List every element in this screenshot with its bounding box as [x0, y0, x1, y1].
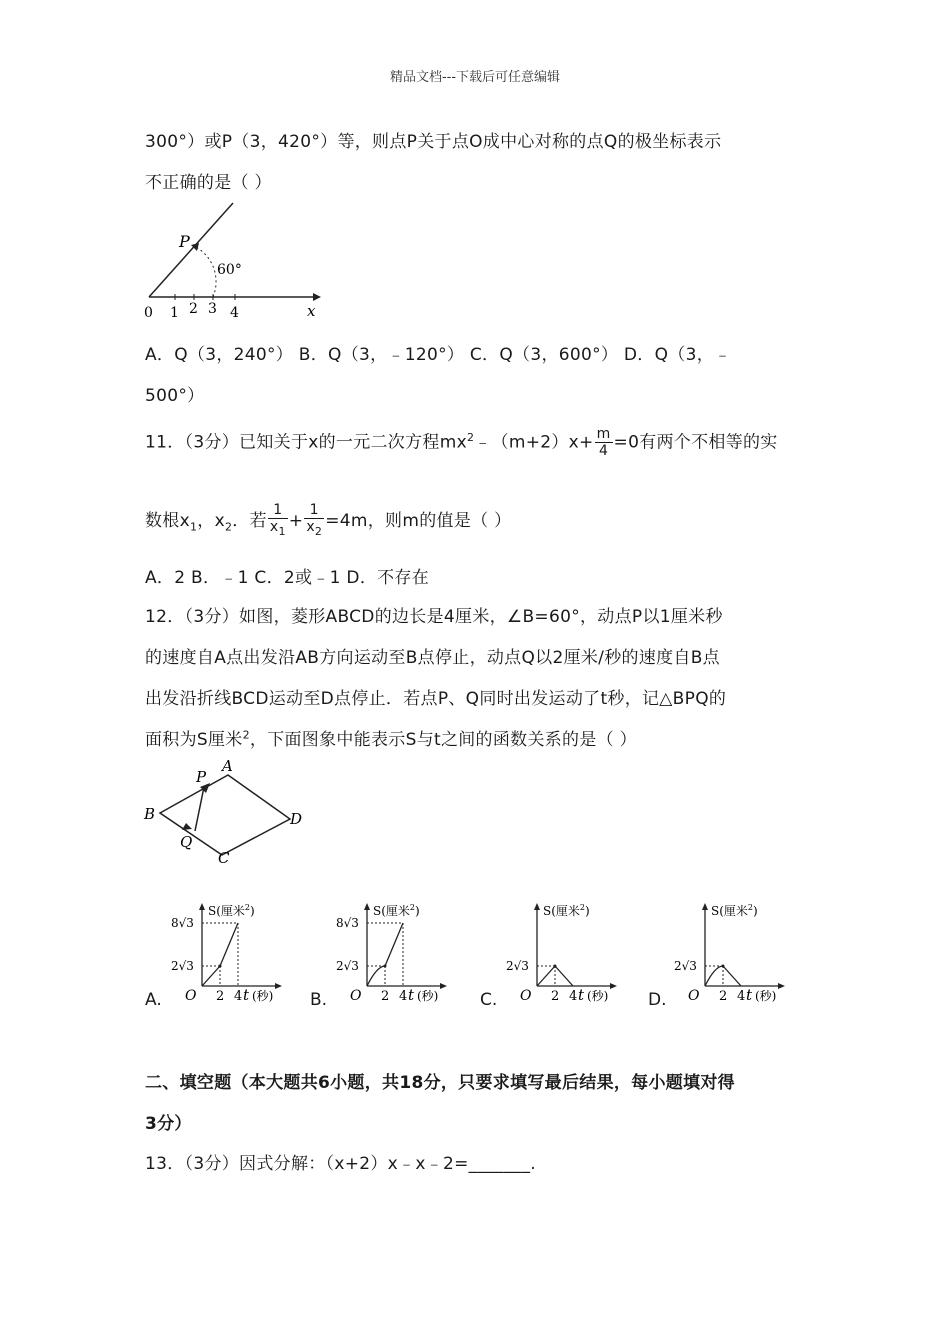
q12-text-line4: 面积为S厘米$^2$，下面图象中能表示S与t之间的函数关系的是（ ）: [145, 728, 637, 750]
tick-3: 3: [208, 301, 217, 317]
x-axis-arrow: [440, 983, 447, 989]
tick-1: 1: [170, 305, 179, 321]
tick-2: 2: [189, 301, 198, 317]
t-label: t: [746, 986, 753, 1004]
origin-label: O: [350, 988, 362, 1004]
x-tick-2: 2: [551, 989, 560, 1004]
section2-title-line1: 二、填空题（本大题共6小题，共18分，只要求填写最后结果，每小题填对得: [145, 1073, 735, 1093]
label-q: Q: [180, 833, 193, 851]
curve-part1: [705, 966, 723, 986]
q10-options-line1: A．Q（3，240°） B．Q（3，﹣120°） C．Q（3，600°） D．Q（3，﹣: [145, 345, 732, 365]
y-axis-arrow: [702, 903, 708, 910]
y-tick-low: 2√3: [171, 959, 194, 973]
segment-pq: [195, 787, 204, 831]
curve-part1: [202, 966, 220, 986]
q11-text-line1: 11．（3分）已知关于x的一元二次方程$mx^2﹣(m+2)x+$ $\frac{m}{4}$ =0有两个不相等的实: [145, 426, 778, 459]
x-axis-label: x: [307, 302, 316, 320]
graph-option-label-d: D.: [648, 990, 667, 1010]
graph-option-label-a: A.: [145, 990, 162, 1010]
y-tick-low: 2√3: [674, 959, 697, 973]
t-label: t: [243, 986, 250, 1004]
origin-label: O: [185, 988, 197, 1004]
ray-op: [149, 203, 233, 297]
x-axis-arrow: [313, 293, 321, 301]
t-label: t: [578, 986, 585, 1004]
x-tick-4: 4: [569, 989, 578, 1004]
label-d: D: [290, 810, 303, 828]
q12-text-line3: 出发沿折线BCD运动至D点停止．若点P、Q同时出发运动了t秒，记△BPQ的: [145, 689, 727, 709]
q13-text: 13．（3分）因式分解：（x+2）x﹣x﹣2=_______.: [145, 1154, 536, 1174]
angle-arc: [196, 247, 216, 297]
graph-option-d: [670, 898, 805, 1013]
y-tick-high: 8√3: [171, 916, 194, 930]
y-tick-high: 8√3: [336, 916, 359, 930]
sec-label: (秒): [252, 989, 274, 1003]
t-label: t: [408, 986, 415, 1004]
peak-dot: [722, 965, 725, 968]
y-tick-low: 2√3: [336, 959, 359, 973]
q12-text-line1: 12．（3分）如图，菱形ABCD的边长是4厘米，∠B=60°，动点P以1厘米秒: [145, 607, 723, 627]
graph-option-a: [167, 898, 302, 1013]
label-p: P: [196, 768, 207, 786]
y-axis-label: S(厘米$^2$): [208, 903, 255, 918]
curve-part1: [367, 966, 385, 986]
x-tick-2: 2: [719, 989, 728, 1004]
sec-label: (秒): [417, 989, 439, 1003]
sec-label: (秒): [755, 989, 777, 1003]
y-axis-arrow: [534, 903, 540, 910]
arrow-q: [182, 823, 192, 830]
graph-option-label-c: C.: [480, 990, 498, 1010]
page-header: 精品文档---下载后可任意编辑: [389, 70, 561, 85]
tick-0: 0: [144, 305, 153, 321]
origin-label: O: [520, 988, 532, 1004]
q11-text-line2: 数根$x_1$，$x_2$．若 $\frac{1}{x_1}$ + $\frac{1}{x_2}$ =4m，则m的值是（ ）: [145, 502, 512, 538]
fraction-1-over-x2: $\frac{1}{x_2}$: [306, 502, 323, 538]
curve-part2: [220, 923, 238, 966]
peak-dot: [554, 965, 557, 968]
y-axis-label: S(厘米$^2$): [711, 903, 758, 918]
y-axis-label: S(厘米$^2$): [373, 903, 420, 918]
y-axis-arrow: [199, 903, 205, 910]
label-b: B: [144, 805, 156, 823]
peak-dot: [219, 965, 222, 968]
peak-dot: [384, 965, 387, 968]
origin-label: O: [688, 988, 700, 1004]
q10-text-line1: 300°）或P（3，420°）等，则点P关于点O成中心对称的点Q的极坐标表示: [145, 132, 722, 152]
graph-option-label-b: B.: [310, 990, 328, 1010]
fraction-1-over-x1: $\frac{1}{x_1}$: [269, 502, 286, 538]
curve-part2: [385, 923, 403, 966]
y-axis-label: S(厘米$^2$): [543, 903, 590, 918]
x-axis-arrow: [610, 983, 617, 989]
x-axis-arrow: [275, 983, 282, 989]
sec-label: (秒): [587, 989, 609, 1003]
q12-rhombus-figure: [140, 755, 315, 870]
label-a: A: [222, 757, 233, 775]
q11-options: A．2 B．﹣1 C．2或﹣1 D．不存在: [145, 568, 430, 588]
curve-part2: [723, 966, 741, 986]
section2-title-line2: 3分）: [145, 1114, 192, 1134]
tick-4: 4: [230, 305, 239, 321]
graph-option-c: [502, 898, 637, 1013]
y-axis-arrow: [364, 903, 370, 910]
q10-options-line2: 500°）: [145, 386, 205, 406]
q10-text-line2: 不正确的是（ ）: [145, 173, 272, 193]
point-p-label: P: [179, 232, 190, 251]
angle-arc-arrow: [191, 243, 199, 251]
curve-part2: [555, 966, 573, 986]
x-tick-4: 4: [737, 989, 746, 1004]
x-tick-4: 4: [399, 989, 408, 1004]
y-tick-low: 2√3: [506, 959, 529, 973]
q12-text-line2: 的速度自A点出发沿AB方向运动至B点停止，动点Q以2厘米/秒的速度自B点: [145, 648, 720, 668]
curve-part1: [537, 966, 555, 986]
x-axis-arrow: [778, 983, 785, 989]
label-c: C: [218, 849, 230, 867]
fraction-m-over-4: $\frac{m}{4}$: [596, 426, 611, 459]
angle-label: 60°: [217, 262, 242, 278]
x-tick-2: 2: [381, 989, 390, 1004]
q10-polar-figure: [135, 195, 335, 325]
x-tick-2: 2: [216, 989, 225, 1004]
graph-option-b: [332, 898, 467, 1013]
x-tick-4: 4: [234, 989, 243, 1004]
